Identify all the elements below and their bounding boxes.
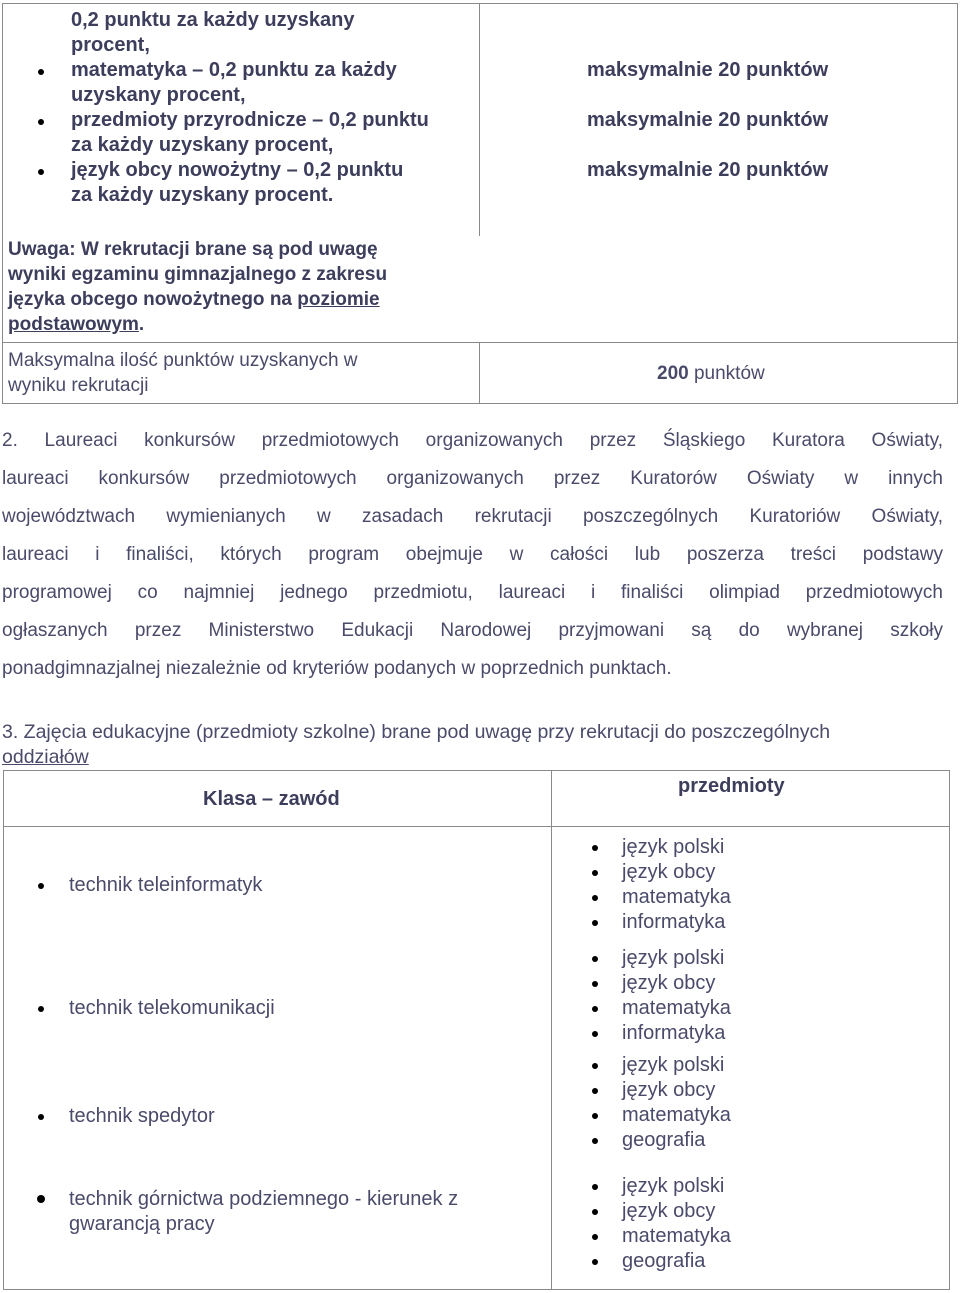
subject-item: język obcy <box>622 1200 716 1222</box>
subject-item: język obcy <box>622 1079 716 1101</box>
points-rule-line: za każdy uzyskany procent, <box>71 134 334 156</box>
section-3-heading-line: 3. Zajęcia edukacyjne (przedmioty szkolne) brane pod uwagę przy rekrutacji do poszczególnych <box>2 721 831 743</box>
points-rule-line: za każdy uzyskany procent. <box>71 184 334 206</box>
column-divider <box>551 771 552 1289</box>
subject-item: język polski <box>622 1175 725 1197</box>
note-line: podstawowym. <box>8 314 145 335</box>
points-rule-line: uzyskany procent, <box>71 84 246 106</box>
subject-item: język polski <box>622 836 725 858</box>
points-rule-line: 0,2 punktu za każdy uzyskany <box>71 9 355 31</box>
bullet-icon <box>592 895 598 901</box>
section-3-heading-line: oddziałów <box>2 746 89 768</box>
points-rule-line: procent, <box>71 34 150 56</box>
subject-item: informatyka <box>622 1022 726 1044</box>
subject-item: matematyka <box>622 1225 731 1247</box>
bullet-icon <box>592 1138 598 1144</box>
bullet-icon <box>38 1006 44 1012</box>
bullet-icon <box>592 1031 598 1037</box>
section-2-line: 2. Laureaci konkursów przedmiotowych organizowanych przez Śląskiego Kuratora Oświaty, <box>2 430 943 451</box>
section-2-line: województwach wymienianych w zasadach rekrutacji poszczególnych Kuratoriów Oświaty, <box>2 506 943 527</box>
max-points-label <box>8 348 358 398</box>
max-points-label-line: wyniku rekrutacji <box>8 375 149 396</box>
subject-item: geografia <box>622 1129 706 1151</box>
bullet-icon <box>592 1184 598 1190</box>
class-name-line: technik górnictwa podziemnego - kierunek z <box>69 1188 459 1210</box>
subject-item: informatyka <box>622 911 726 933</box>
bullet-icon <box>38 169 44 175</box>
points-rule-line: przedmioty przyrodnicze – 0,2 punktu <box>71 109 429 131</box>
points-rule-line: język obcy nowożytny – 0,2 punktu <box>71 159 404 181</box>
subject-item: język polski <box>622 947 725 969</box>
points-rule-item <box>71 158 403 208</box>
max-points-label-line: Maksymalna ilość punktów uzyskanych w <box>8 350 358 371</box>
bullet-icon <box>592 1209 598 1215</box>
note-text <box>8 237 387 337</box>
subject-item: matematyka <box>622 1104 731 1126</box>
subject-item: język obcy <box>622 861 716 883</box>
section-2-line: ponadgimnazjalnej niezależnie od kryteriów podanych w poprzednich punktach. <box>2 658 672 679</box>
section-2-line: laureaci i finaliści, których program obejmuje w całości lub poszerza treści podstawy <box>2 544 943 565</box>
column-divider <box>479 342 480 404</box>
points-rule-intro <box>71 8 354 58</box>
class-name: technik teleinformatyk <box>69 874 263 896</box>
bullet-icon <box>592 1234 598 1240</box>
bullet-icon <box>592 956 598 962</box>
row-divider <box>3 342 957 343</box>
header-divider <box>4 826 949 827</box>
points-rule-item <box>71 108 429 158</box>
bullet-icon <box>37 1195 45 1203</box>
bullet-icon <box>592 845 598 851</box>
column-divider <box>479 4 480 236</box>
subject-item: geografia <box>622 1250 706 1272</box>
bullet-icon <box>592 1113 598 1119</box>
section-2-line: laureaci konkursów przedmiotowych organizowanych przez Kuratorów Oświaty w innych <box>2 468 943 489</box>
section-2-line: programowej co najmniej jednego przedmiotu, laureaci i finaliści olimpiad przedmiotowych <box>2 582 943 603</box>
points-rule-line: matematyka – 0,2 punktu za każdy <box>71 59 397 81</box>
bullet-icon <box>592 920 598 926</box>
subject-item: matematyka <box>622 886 731 908</box>
bullet-icon <box>592 1063 598 1069</box>
subject-item: język polski <box>622 1054 725 1076</box>
bullet-icon <box>592 870 598 876</box>
bullet-icon <box>592 1259 598 1265</box>
bullet-icon <box>38 1114 44 1120</box>
subject-item: język obcy <box>622 972 716 994</box>
class-name-line: gwarancją pracy <box>69 1213 215 1235</box>
note-line: Uwaga: W rekrutacji brane są pod uwagę <box>8 239 378 260</box>
class-name <box>69 1187 458 1237</box>
bullet-icon <box>38 69 44 75</box>
column-header-class: Klasa – zawód <box>203 788 340 810</box>
bullet-icon <box>592 981 598 987</box>
bullet-icon <box>592 1088 598 1094</box>
note-line: wyniki egzaminu gimnazjalnego z zakresu <box>8 264 388 285</box>
bullet-icon <box>38 119 44 125</box>
bullet-icon <box>592 1006 598 1012</box>
subject-item: matematyka <box>622 997 731 1019</box>
note-line: języka obcego nowożytnego na poziomie <box>8 289 380 310</box>
max-points-value: maksymalnie 20 punktów <box>587 159 829 181</box>
section-2-line: ogłaszanych przez Ministerstwo Edukacji Narodowej przyjmowani są do wybranej szkoły <box>2 620 943 641</box>
class-name: technik spedytor <box>69 1105 215 1127</box>
max-points-value: maksymalnie 20 punktów <box>587 109 829 131</box>
bullet-icon <box>38 883 44 889</box>
max-points-total: 200 punktów <box>657 363 765 384</box>
max-points-value: maksymalnie 20 punktów <box>587 59 829 81</box>
section-3-heading <box>2 720 830 770</box>
column-header-subjects: przedmioty <box>678 775 785 797</box>
class-name: technik telekomunikacji <box>69 997 275 1019</box>
points-rule-item <box>71 58 397 108</box>
